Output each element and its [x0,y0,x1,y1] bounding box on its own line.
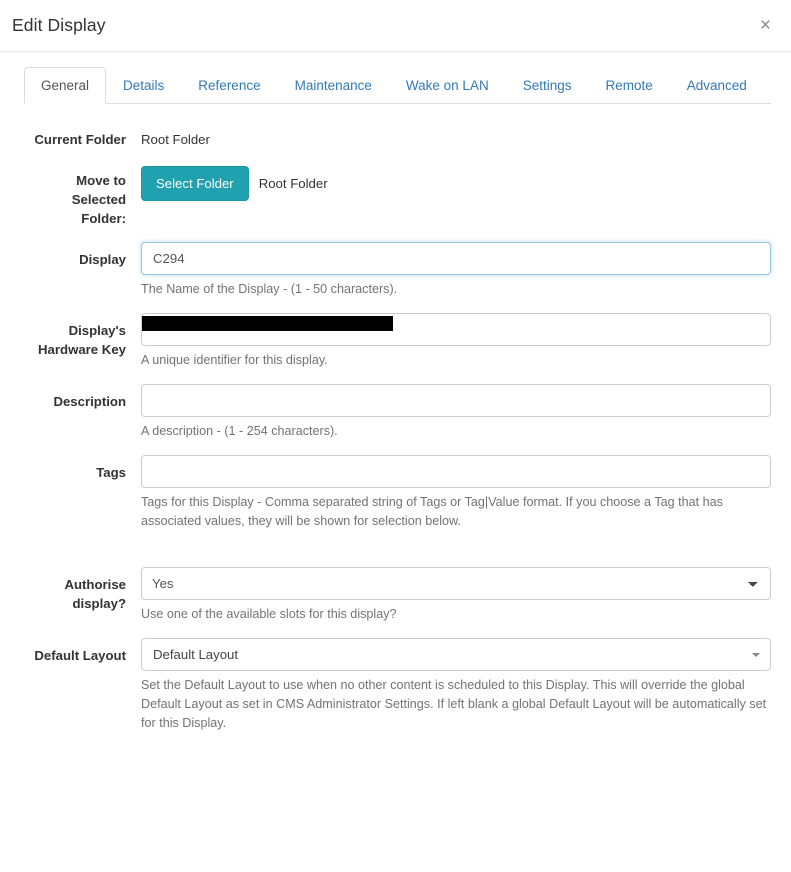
tab-details[interactable]: Details [123,78,165,93]
tab-advanced[interactable]: Advanced [686,78,747,93]
display-name-input[interactable] [141,242,771,275]
tab-bar [0,52,791,104]
default-layout-label: Default Layout [34,648,126,663]
authorise-display-select[interactable] [141,567,771,600]
tab-settings[interactable]: Settings [522,78,572,93]
tags-help: Tags for this Display - Comma separated string of Tags or Tag|Value format. If you choose a Tag that has associated values, they will be shown for selection below. [141,495,723,528]
authorise-display-help: Use one of the available slots for this display? [141,607,397,621]
general-form [0,104,791,747]
default-layout-value: Default Layout [153,647,239,662]
select-folder-button[interactable]: Select Folder [141,166,249,201]
authorise-display-label: Authorise display? [64,577,126,611]
current-folder-label: Current Folder [34,132,126,147]
hardware-key-help: A unique identifier for this display. [141,353,328,367]
default-layout-select[interactable] [141,638,771,671]
display-name-label: Display [79,252,126,267]
default-layout-help: Set the Default Layout to use when no other content is scheduled to this Display. This will override the global Default Layout as set in CMS Administrator Settings. If left blank a global Default Layout will be automatically set for this Display. [141,678,767,730]
description-input[interactable] [141,384,771,417]
form-spacer [24,545,771,567]
description-label: Description [53,394,126,409]
chevron-down-icon [752,653,760,657]
field-authorise-display [24,567,771,638]
field-display-name [24,242,771,313]
move-to-folder-label: Move to Selected Folder: [71,173,126,226]
field-tags [24,455,771,545]
redaction-overlay [142,316,393,331]
display-name-help: The Name of the Display - (1 - 50 characters). [141,282,398,296]
field-default-layout [24,638,771,747]
description-help: A description - (1 - 254 characters). [141,424,338,438]
tags-label: Tags [96,465,126,480]
close-icon[interactable]: × [756,14,775,37]
hardware-key-label: Display's Hardware Key [38,323,126,357]
tab-reference[interactable]: Reference [198,78,261,93]
field-hardware-key [24,313,771,384]
tab-remote[interactable]: Remote [605,78,653,93]
current-folder-value: Root Folder [141,132,210,147]
field-current-folder [24,122,771,163]
field-move-to-folder [24,163,771,242]
tab-general[interactable]: General [24,67,106,104]
page-title: Edit Display [12,15,106,35]
tab-maintenance[interactable]: Maintenance [294,78,372,93]
tags-input[interactable] [141,455,771,488]
modal-header [0,0,791,52]
selected-folder-value: Root Folder [258,176,328,191]
tab-list [24,68,771,104]
field-description [24,384,771,455]
tab-wake-on-lan[interactable]: Wake on LAN [405,78,489,93]
